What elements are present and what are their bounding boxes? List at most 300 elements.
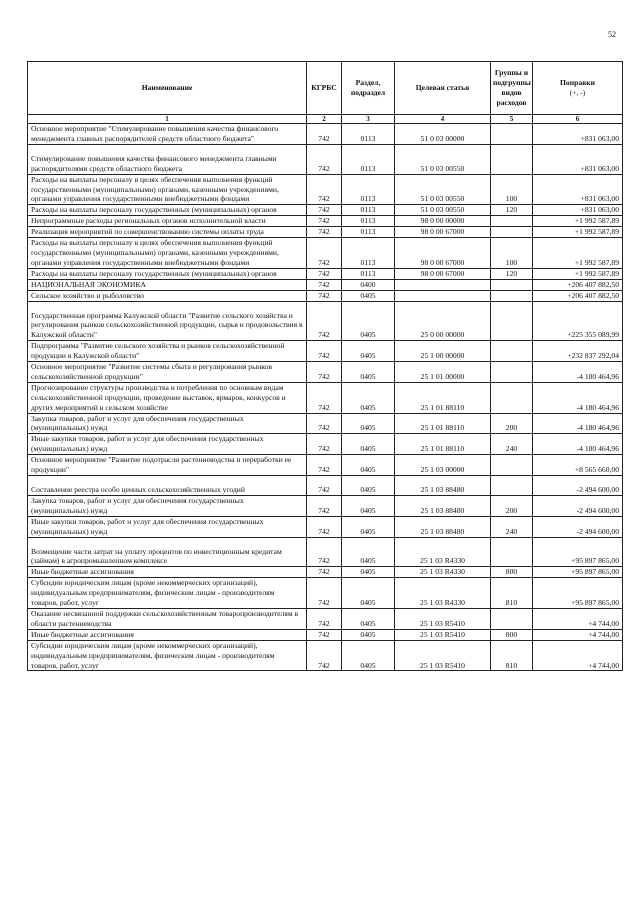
row-name [28, 455, 307, 476]
cell-kgrbs: 742 [318, 526, 330, 536]
row-name [28, 516, 307, 537]
row-group [491, 268, 533, 279]
cell-amount: +1 992 587,89 [574, 268, 619, 278]
cell-kgrbs: 742 [318, 423, 330, 433]
cell-target: 25 1 03 R5410 [420, 629, 465, 639]
cell-amount: +831 063,00 [580, 133, 619, 143]
cell-name: Непрограммные расходы региональных органов исполнительной власти [31, 216, 266, 226]
cell-kgrbs: 742 [318, 402, 330, 412]
cell-amount: +1 992 587,89 [574, 227, 619, 237]
cell-section: 0405 [360, 598, 376, 608]
cell-section: 0405 [360, 660, 376, 670]
cell-section: 0405 [360, 567, 376, 577]
cell-amount: +1 992 587,89 [574, 216, 619, 226]
cell-kgrbs: 742 [318, 216, 330, 226]
cell-amount: +206 407 882,50 [567, 279, 619, 289]
row-group [491, 608, 533, 629]
cell-section: 0405 [360, 485, 376, 494]
row-group [491, 301, 533, 341]
row-amount [533, 341, 623, 362]
cell-section: 0405 [360, 351, 376, 361]
row-section [342, 205, 395, 216]
cell-name: Сельское хозяйство и рыболовство [31, 290, 144, 300]
cell-group: 240 [505, 444, 518, 454]
row-kgrbs [307, 495, 342, 516]
row-section [342, 578, 395, 609]
row-amount [533, 124, 623, 145]
cell-kgrbs: 742 [318, 629, 330, 639]
cell-amount: +8 565 660,00 [574, 465, 619, 475]
cell-section: 0405 [360, 618, 376, 628]
table-row [28, 238, 623, 269]
cell-kgrbs: 742 [318, 330, 330, 340]
row-kgrbs [307, 476, 342, 496]
cell-target: 51 0 03 00000 [420, 133, 465, 143]
row-kgrbs [307, 629, 342, 640]
column-number: 3 [342, 115, 395, 124]
table-row [28, 495, 623, 516]
row-group [491, 144, 533, 174]
row-group [491, 290, 533, 301]
cell-target: 25 1 03 88480 [420, 485, 465, 494]
row-name [28, 537, 307, 567]
row-amount [533, 268, 623, 279]
row-section [342, 268, 395, 279]
cell-name: Расходы на выплаты персоналу в целях обеспечения выполнения функций государственными (муниципальными) органами, казенными учреждениями, органами управления государственными внебюджетными фондами [31, 238, 279, 267]
cell-section: 0405 [360, 526, 376, 536]
row-section [342, 476, 395, 496]
row-name [28, 227, 307, 238]
cell-target: 98 0 00 67000 [420, 257, 465, 267]
cell-amount: -4 180 464,96 [576, 371, 619, 381]
row-amount [533, 516, 623, 537]
row-name [28, 238, 307, 269]
cell-name: Субсидии юридическим лицам (кроме некоммерческих организаций), индивидуальным предпринимателям, физическим лицам - производителям товаров, работ, услуг [31, 640, 275, 670]
cell-name: Иные закупки товаров, работ и услуг для обеспечения государственных (муниципальных) нужд [31, 434, 264, 454]
row-section [342, 238, 395, 269]
cell-name: Субсидии юридическим лицам (кроме некоммерческих организаций), индивидуальным предпринимателям, физическим лицам - производителям товаров, работ, услуг [31, 578, 275, 608]
row-kgrbs [307, 578, 342, 609]
row-amount [533, 537, 623, 567]
column-number: 1 [28, 115, 307, 124]
cell-amount: +4 744,00 [588, 660, 619, 670]
cell-target: 25 1 01 00000 [420, 371, 465, 381]
budget-amendments-table [27, 61, 623, 671]
cell-section: 0405 [360, 330, 376, 340]
row-amount [533, 205, 623, 216]
column-number: 6 [533, 115, 623, 124]
row-section [342, 124, 395, 145]
row-amount [533, 495, 623, 516]
row-section [342, 495, 395, 516]
row-kgrbs [307, 640, 342, 671]
cell-target: 25 1 03 R5410 [420, 618, 465, 628]
cell-section: 0113 [360, 227, 376, 237]
row-target [395, 124, 491, 145]
row-group [491, 413, 533, 434]
table-row [28, 268, 623, 279]
row-group [491, 341, 533, 362]
row-amount [533, 174, 623, 205]
cell-section: 0113 [360, 257, 376, 267]
row-target [395, 290, 491, 301]
cell-target: 25 1 01 88110 [420, 423, 465, 433]
row-amount [533, 578, 623, 609]
cell-name: Прогнозирование структуры производства и потребления по основным видам сельскохозяйственной продукции, проведение выставок, ярмарок, конкурсов и других мероприятий в сельском хозяйстве [31, 382, 286, 412]
cell-kgrbs: 742 [318, 257, 330, 267]
cell-name: Оказание несвязанной поддержки сельскохозяйственным товаропроизводителям в области растениеводства [31, 608, 299, 628]
row-kgrbs [307, 301, 342, 341]
row-section [342, 516, 395, 537]
cell-kgrbs: 742 [318, 268, 330, 278]
cell-group: 810 [505, 598, 518, 608]
row-name [28, 640, 307, 671]
cell-target: 51 0 03 00550 [420, 194, 465, 204]
row-kgrbs [307, 413, 342, 434]
row-kgrbs [307, 341, 342, 362]
cell-target: 25 1 00 00000 [420, 351, 465, 361]
row-section [342, 279, 395, 290]
row-kgrbs [307, 216, 342, 227]
row-section [342, 455, 395, 476]
header-kgrbs: КГРБС [307, 62, 342, 115]
cell-amount: +1 992 587,89 [574, 257, 619, 267]
row-target [395, 301, 491, 341]
row-target [395, 537, 491, 567]
column-number: 2 [307, 115, 342, 124]
cell-kgrbs: 742 [318, 660, 330, 670]
row-section [342, 216, 395, 227]
row-section [342, 382, 395, 413]
row-kgrbs [307, 238, 342, 269]
row-section [342, 413, 395, 434]
table-row [28, 216, 623, 227]
row-target [395, 362, 491, 383]
cell-section: 0113 [360, 205, 376, 215]
row-amount [533, 382, 623, 413]
row-group [491, 238, 533, 269]
cell-amount: -4 180 464,96 [576, 444, 619, 454]
table-row [28, 476, 623, 496]
row-name [28, 144, 307, 174]
row-section [342, 144, 395, 174]
row-name [28, 290, 307, 301]
cell-group: 100 [505, 257, 518, 267]
cell-name: Расходы на выплаты персоналу государственных (муниципальных) органов [31, 268, 277, 278]
cell-kgrbs: 742 [318, 485, 330, 494]
row-kgrbs [307, 537, 342, 567]
row-amount [533, 227, 623, 238]
cell-target: 25 1 03 R4330 [420, 567, 465, 577]
cell-section: 0405 [360, 505, 376, 515]
row-name [28, 124, 307, 145]
row-name [28, 567, 307, 578]
cell-target: 25 1 03 R5410 [420, 660, 465, 670]
row-name [28, 279, 307, 290]
cell-amount: -2 494 600,00 [576, 485, 619, 494]
row-target [395, 341, 491, 362]
cell-kgrbs: 742 [318, 227, 330, 237]
cell-name: Основное мероприятие "Развитие системы сбыта и регулирования рынков сельскохозяйственной продукции" [31, 362, 272, 381]
row-kgrbs [307, 268, 342, 279]
column-number-row [28, 115, 623, 124]
cell-group: 100 [505, 194, 518, 204]
cell-amount: +206 407 882,50 [567, 290, 619, 300]
row-amount [533, 216, 623, 227]
table-row [28, 608, 623, 629]
row-section [342, 301, 395, 341]
cell-group: 120 [505, 205, 518, 215]
row-spacer [31, 476, 303, 485]
cell-section: 0405 [360, 402, 376, 412]
header-name: Наименование [28, 62, 307, 115]
row-group [491, 382, 533, 413]
cell-group: 810 [505, 660, 518, 670]
row-kgrbs [307, 174, 342, 205]
row-group [491, 476, 533, 496]
cell-section: 0405 [360, 629, 376, 639]
table-row [28, 205, 623, 216]
row-spacer [31, 538, 303, 547]
cell-group: 800 [505, 629, 518, 639]
row-name [28, 434, 307, 455]
table-row [28, 537, 623, 567]
table-row [28, 578, 623, 609]
cell-target: 25 1 03 R4330 [420, 598, 465, 608]
header-amendments-sign: (+, -) [569, 88, 586, 97]
row-kgrbs [307, 279, 342, 290]
row-amount [533, 290, 623, 301]
table-body [28, 124, 623, 671]
table-row [28, 455, 623, 476]
row-group [491, 174, 533, 205]
cell-amount: +95 897 865,00 [571, 567, 619, 577]
row-amount [533, 144, 623, 174]
row-target [395, 516, 491, 537]
row-group [491, 216, 533, 227]
cell-target: 25 1 01 88110 [420, 402, 465, 412]
cell-name: Иные закупки товаров, работ и услуг для обеспечения государственных (муниципальных) нужд [31, 516, 264, 536]
row-target [395, 238, 491, 269]
row-name [28, 341, 307, 362]
row-target [395, 174, 491, 205]
cell-section: 0405 [360, 444, 376, 454]
row-kgrbs [307, 567, 342, 578]
cell-group: 240 [505, 526, 518, 536]
row-target [395, 227, 491, 238]
row-amount [533, 629, 623, 640]
cell-name: Расходы на выплаты персоналу в целях обеспечения выполнения функций государственными (муниципальными) органами, казенными учреждениями, органами управления государственными внебюджетными фондами [31, 174, 279, 204]
row-section [342, 362, 395, 383]
row-group [491, 227, 533, 238]
row-target [395, 205, 491, 216]
row-group [491, 362, 533, 383]
cell-target: 51 0 03 00550 [420, 205, 465, 215]
cell-kgrbs: 742 [318, 444, 330, 454]
row-target [395, 413, 491, 434]
header-groups: Группы и подгруппы видов расходов [491, 62, 533, 115]
cell-kgrbs: 742 [318, 567, 330, 577]
header-amendments-label: Поправки [560, 78, 595, 88]
cell-name: Стимулирование повышения качества финансового менеджмента главными распорядителями средств областного бюджета [31, 153, 277, 173]
cell-kgrbs: 742 [318, 163, 330, 173]
header-amendments [533, 62, 623, 115]
table-row [28, 567, 623, 578]
row-group [491, 279, 533, 290]
cell-name: Расходы на выплаты персоналу государственных (муниципальных) органов [31, 205, 277, 215]
row-section [342, 608, 395, 629]
row-kgrbs [307, 455, 342, 476]
table-row [28, 124, 623, 145]
row-name [28, 413, 307, 434]
row-group [491, 495, 533, 516]
cell-name: Основное мероприятие "Стимулирование повышения качества финансового менеджмента главных распорядителей средств областного бюджета" [31, 124, 279, 143]
row-target [395, 578, 491, 609]
cell-target: 25 1 03 00000 [420, 465, 465, 475]
row-kgrbs [307, 608, 342, 629]
cell-name: Реализация мероприятий по совершенствованию системы оплаты труда [31, 227, 264, 237]
table-row [28, 640, 623, 671]
cell-kgrbs: 742 [318, 194, 330, 204]
table-row [28, 413, 623, 434]
table-row [28, 227, 623, 238]
row-kgrbs [307, 205, 342, 216]
row-amount [533, 640, 623, 671]
cell-target: 25 1 03 88480 [420, 505, 465, 515]
cell-kgrbs: 742 [318, 598, 330, 608]
cell-name: Иные бюджетные ассигнования [31, 629, 134, 639]
row-section [342, 629, 395, 640]
cell-name: Подпрограмма "Развитие сельского хозяйства и рынков сельскохозяйственной продукции в Калужской области" [31, 341, 285, 361]
cell-section: 0405 [360, 465, 376, 475]
cell-kgrbs: 742 [318, 205, 330, 215]
cell-target: 25 0 00 00000 [420, 330, 465, 340]
cell-kgrbs: 742 [318, 371, 330, 381]
row-group [491, 516, 533, 537]
table-row [28, 174, 623, 205]
cell-section: 0405 [360, 556, 376, 566]
row-group [491, 205, 533, 216]
row-section [342, 341, 395, 362]
table-row [28, 290, 623, 301]
row-target [395, 279, 491, 290]
row-section [342, 227, 395, 238]
cell-amount: +95 897 865,00 [571, 598, 619, 608]
cell-name: Основное мероприятие "Развитие подотрасли растениеводства и переработки ее продукции" [31, 455, 292, 475]
row-section [342, 537, 395, 567]
cell-group: 800 [505, 567, 518, 577]
column-number: 5 [491, 115, 533, 124]
cell-target: 25 1 03 88480 [420, 526, 465, 536]
row-name [28, 476, 307, 496]
cell-target: 98 0 00 00000 [420, 216, 465, 226]
row-name [28, 301, 307, 341]
cell-section: 0400 [360, 279, 376, 289]
row-amount [533, 279, 623, 290]
row-target [395, 455, 491, 476]
row-amount [533, 608, 623, 629]
row-kgrbs [307, 434, 342, 455]
table-row [28, 434, 623, 455]
cell-amount: +95 897 865,00 [571, 556, 619, 566]
cell-kgrbs: 742 [318, 279, 330, 289]
row-group [491, 537, 533, 567]
row-section [342, 434, 395, 455]
row-kgrbs [307, 124, 342, 145]
row-group [491, 578, 533, 609]
row-target [395, 216, 491, 227]
row-target [395, 495, 491, 516]
cell-amount: +831 063,00 [580, 194, 619, 204]
cell-section: 0405 [360, 423, 376, 433]
row-target [395, 567, 491, 578]
cell-name: НАЦИОНАЛЬНАЯ ЭКОНОМИКА [31, 279, 146, 289]
page-number: 52 [608, 30, 616, 39]
row-amount [533, 476, 623, 496]
cell-section: 0405 [360, 290, 376, 300]
cell-amount: +4 744,00 [588, 618, 619, 628]
cell-group: 120 [505, 268, 518, 278]
row-name [28, 608, 307, 629]
row-name [28, 629, 307, 640]
cell-target: 25 1 03 R4330 [420, 556, 465, 566]
row-kgrbs [307, 290, 342, 301]
row-target [395, 434, 491, 455]
table-header-row [28, 62, 623, 115]
row-name [28, 578, 307, 609]
cell-section: 0113 [360, 163, 376, 173]
row-name [28, 362, 307, 383]
cell-kgrbs: 742 [318, 465, 330, 475]
row-name [28, 495, 307, 516]
cell-target: 25 1 01 88110 [420, 444, 465, 454]
cell-kgrbs: 742 [318, 290, 330, 300]
row-spacer [31, 302, 303, 311]
cell-amount: -2 494 600,00 [576, 526, 619, 536]
cell-kgrbs: 742 [318, 505, 330, 515]
row-group [491, 124, 533, 145]
row-section [342, 640, 395, 671]
table-row [28, 362, 623, 383]
cell-name: Возмещение части затрат на уплату процентов по инвестиционным кредитам (займам) в агропромышленном комплексе [31, 546, 282, 566]
column-number: 4 [395, 115, 491, 124]
cell-name: Закупка товаров, работ и услуг для обеспечения государственных (муниципальных) нужд [31, 413, 244, 433]
cell-name: Составление реестра особо ценных сельскохозяйственных угодий [31, 485, 245, 494]
table-row [28, 341, 623, 362]
table-row [28, 516, 623, 537]
cell-name: Закупка товаров, работ и услуг для обеспечения государственных (муниципальных) нужд [31, 495, 244, 515]
cell-name: Иные бюджетные ассигнования [31, 567, 134, 577]
row-name [28, 268, 307, 279]
row-amount [533, 434, 623, 455]
row-target [395, 608, 491, 629]
table-row [28, 279, 623, 290]
row-target [395, 268, 491, 279]
row-section [342, 567, 395, 578]
cell-target: 98 0 00 67000 [420, 227, 465, 237]
row-name [28, 174, 307, 205]
table-row [28, 382, 623, 413]
row-target [395, 144, 491, 174]
row-name [28, 382, 307, 413]
header-section: Раздел, подраздел [342, 62, 395, 115]
row-group [491, 567, 533, 578]
cell-amount: +232 837 292,04 [567, 351, 619, 361]
row-amount [533, 238, 623, 269]
table-row [28, 144, 623, 174]
row-amount [533, 301, 623, 341]
table-row [28, 629, 623, 640]
